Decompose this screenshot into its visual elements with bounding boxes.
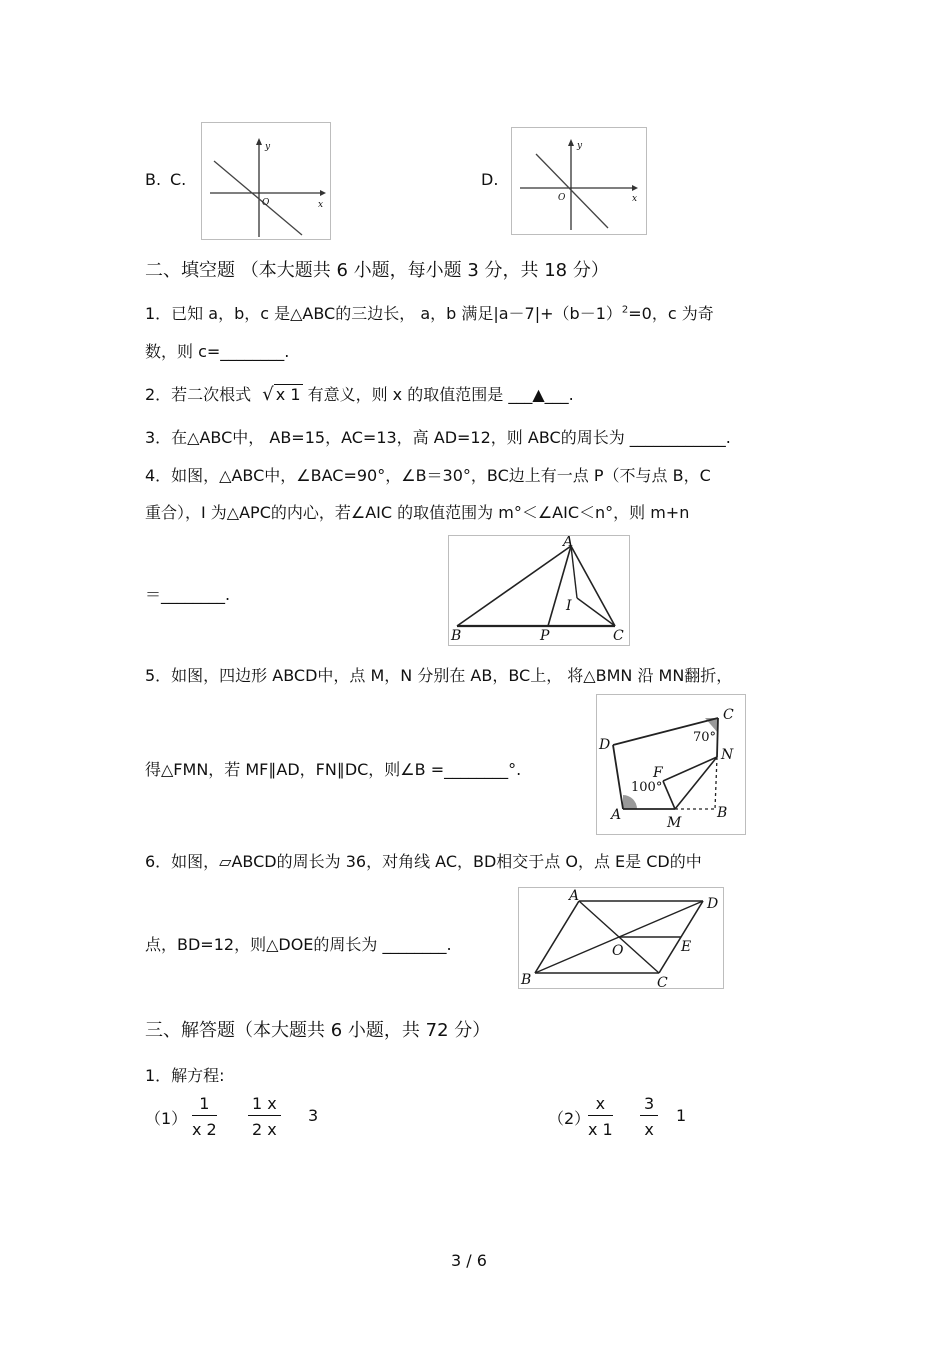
option-c-graph xyxy=(201,122,331,240)
eq2-f2-numerator: 3 xyxy=(640,1094,658,1116)
x-axis-label: x xyxy=(318,200,324,210)
point-n-label: N xyxy=(721,747,734,763)
eq1-fraction-1 xyxy=(192,1094,217,1139)
q1-line1-text: 1．已知 a，b，c 是△ABC的三边长， a，b 满足|a－7|+（b－1） xyxy=(145,304,622,323)
q2-line xyxy=(145,382,574,405)
q4-figure xyxy=(448,535,630,646)
point-i-label: I xyxy=(566,598,572,614)
option-d-graph xyxy=(511,127,647,235)
origin-label: O xyxy=(558,193,566,203)
point-e-label: E xyxy=(681,939,692,955)
eq1-rhs: 3 xyxy=(308,1106,319,1125)
point-a-label: A xyxy=(569,888,580,904)
q3-line: 3．在△ABC中， AB=15，AC=13，高 AD=12，则 ABC的周长为 ____________. xyxy=(145,428,731,447)
angle-a-shade xyxy=(623,795,637,809)
origin-label: O xyxy=(262,198,270,208)
q6-line2: 点，BD=12，则△DOE的周长为 ________. xyxy=(145,935,452,954)
segment-fn xyxy=(663,757,717,781)
eq1-label: （1） xyxy=(145,1109,188,1128)
option-b-label: B. xyxy=(145,170,162,189)
q1-line1-end: =0，c 为奇 xyxy=(628,304,714,323)
eq2-label: （2） xyxy=(548,1109,591,1128)
point-o-label: O xyxy=(612,943,624,959)
q4-line1: 4．如图，△ABC中，∠BAC=90°，∠B＝30°，BC边上有一点 P（不与点 B，C xyxy=(145,466,711,485)
segment-ic xyxy=(577,598,615,626)
point-p-label: P xyxy=(540,628,550,644)
q6-figure xyxy=(518,887,724,989)
function-line xyxy=(214,161,302,235)
section-2-heading: 二、填空题 （本大题共 6 小题，每小题 3 分，共 18 分） xyxy=(145,260,609,281)
eq1-f1-numerator: 1 xyxy=(192,1094,217,1116)
point-c-label: C xyxy=(723,707,734,723)
y-axis-arrow xyxy=(256,138,262,145)
q2-pre: 2．若二次根式 xyxy=(145,385,252,404)
point-b-label: B xyxy=(717,805,728,821)
point-b-label: B xyxy=(521,972,532,988)
segment-mn xyxy=(675,757,717,809)
option-c-label: C. xyxy=(170,170,187,189)
point-c-label: C xyxy=(613,628,624,644)
q2-radical xyxy=(262,384,302,405)
y-axis-label: y xyxy=(577,141,583,151)
q2-post: 有意义，则 x 的取值范围是 ___▲___. xyxy=(307,385,574,404)
segment-mf xyxy=(663,781,675,809)
segment-nb-dashed xyxy=(715,757,717,809)
point-a-label: A xyxy=(563,536,574,550)
q1-line2: 数，则 c=________. xyxy=(145,342,290,361)
function-line xyxy=(536,154,608,228)
angle-a-label: 100° xyxy=(631,780,663,795)
angle-c-label: 70° xyxy=(693,730,717,745)
q6-line1: 6．如图，▱ABCD的周长为 36，对角线 AC，BD相交于点 O，点 E是 CD的中 xyxy=(145,852,702,871)
y-axis-arrow xyxy=(568,139,574,146)
point-a-label: A xyxy=(611,807,622,823)
point-f-label: F xyxy=(653,765,663,781)
page-number: 3 / 6 xyxy=(451,1251,487,1270)
eq1-f2-numerator: 1 x xyxy=(248,1094,281,1116)
eq2-f2-denominator: x xyxy=(644,1120,654,1139)
eq2-f1-denominator: x 1 xyxy=(588,1120,613,1139)
eq1-f2-denominator: 2 x xyxy=(252,1120,277,1139)
x-axis-arrow xyxy=(632,185,638,191)
x-axis-arrow xyxy=(320,190,326,196)
p1-title: 1．解方程: xyxy=(145,1066,225,1085)
eq2-f1-numerator: x xyxy=(588,1094,613,1116)
point-d-label: D xyxy=(707,896,719,912)
segment-da xyxy=(613,745,623,809)
q5-line1: 5．如图，四边形 ABCD中，点 M，N 分别在 AB，BC上， 将△BMN 沿 MN翻折， xyxy=(145,666,733,685)
q1-line1 xyxy=(145,301,714,324)
section-3-heading: 三、解答题（本大题共 6 小题，共 72 分） xyxy=(145,1020,491,1041)
q2-radicand: x 1 xyxy=(275,385,301,404)
eq1-f1-denominator: x 2 xyxy=(192,1120,217,1139)
segment-cn xyxy=(717,718,718,757)
eq2-fraction-2 xyxy=(640,1094,658,1139)
segment-ba xyxy=(457,546,571,626)
segment-ac xyxy=(571,546,615,626)
segment-ap xyxy=(548,546,571,626)
point-m-label: M xyxy=(667,815,682,831)
q5-figure xyxy=(596,694,746,835)
eq2-fraction-1 xyxy=(588,1094,613,1139)
point-b-label: B xyxy=(451,628,462,644)
y-axis-label: y xyxy=(265,142,271,152)
q1-exponent: 2 xyxy=(621,304,629,316)
sqrt-icon: √ xyxy=(262,384,274,405)
option-d-label: D. xyxy=(481,170,499,189)
eq2-rhs: 1 xyxy=(676,1106,687,1125)
segment-ba xyxy=(535,901,579,973)
q5-line2: 得△FMN，若 MF∥AD，FN∥DC，则∠B =________°. xyxy=(145,760,522,779)
q4-line2: 重合），I 为△APC的内心，若∠AIC 的取值范围为 m°＜∠AIC＜n°，则 m+n xyxy=(145,503,690,522)
eq1-fraction-2 xyxy=(248,1094,281,1139)
q4-line3: ＝________. xyxy=(145,585,231,604)
point-d-label: D xyxy=(599,737,611,753)
point-c-label: C xyxy=(657,975,668,988)
x-axis-label: x xyxy=(632,194,638,204)
